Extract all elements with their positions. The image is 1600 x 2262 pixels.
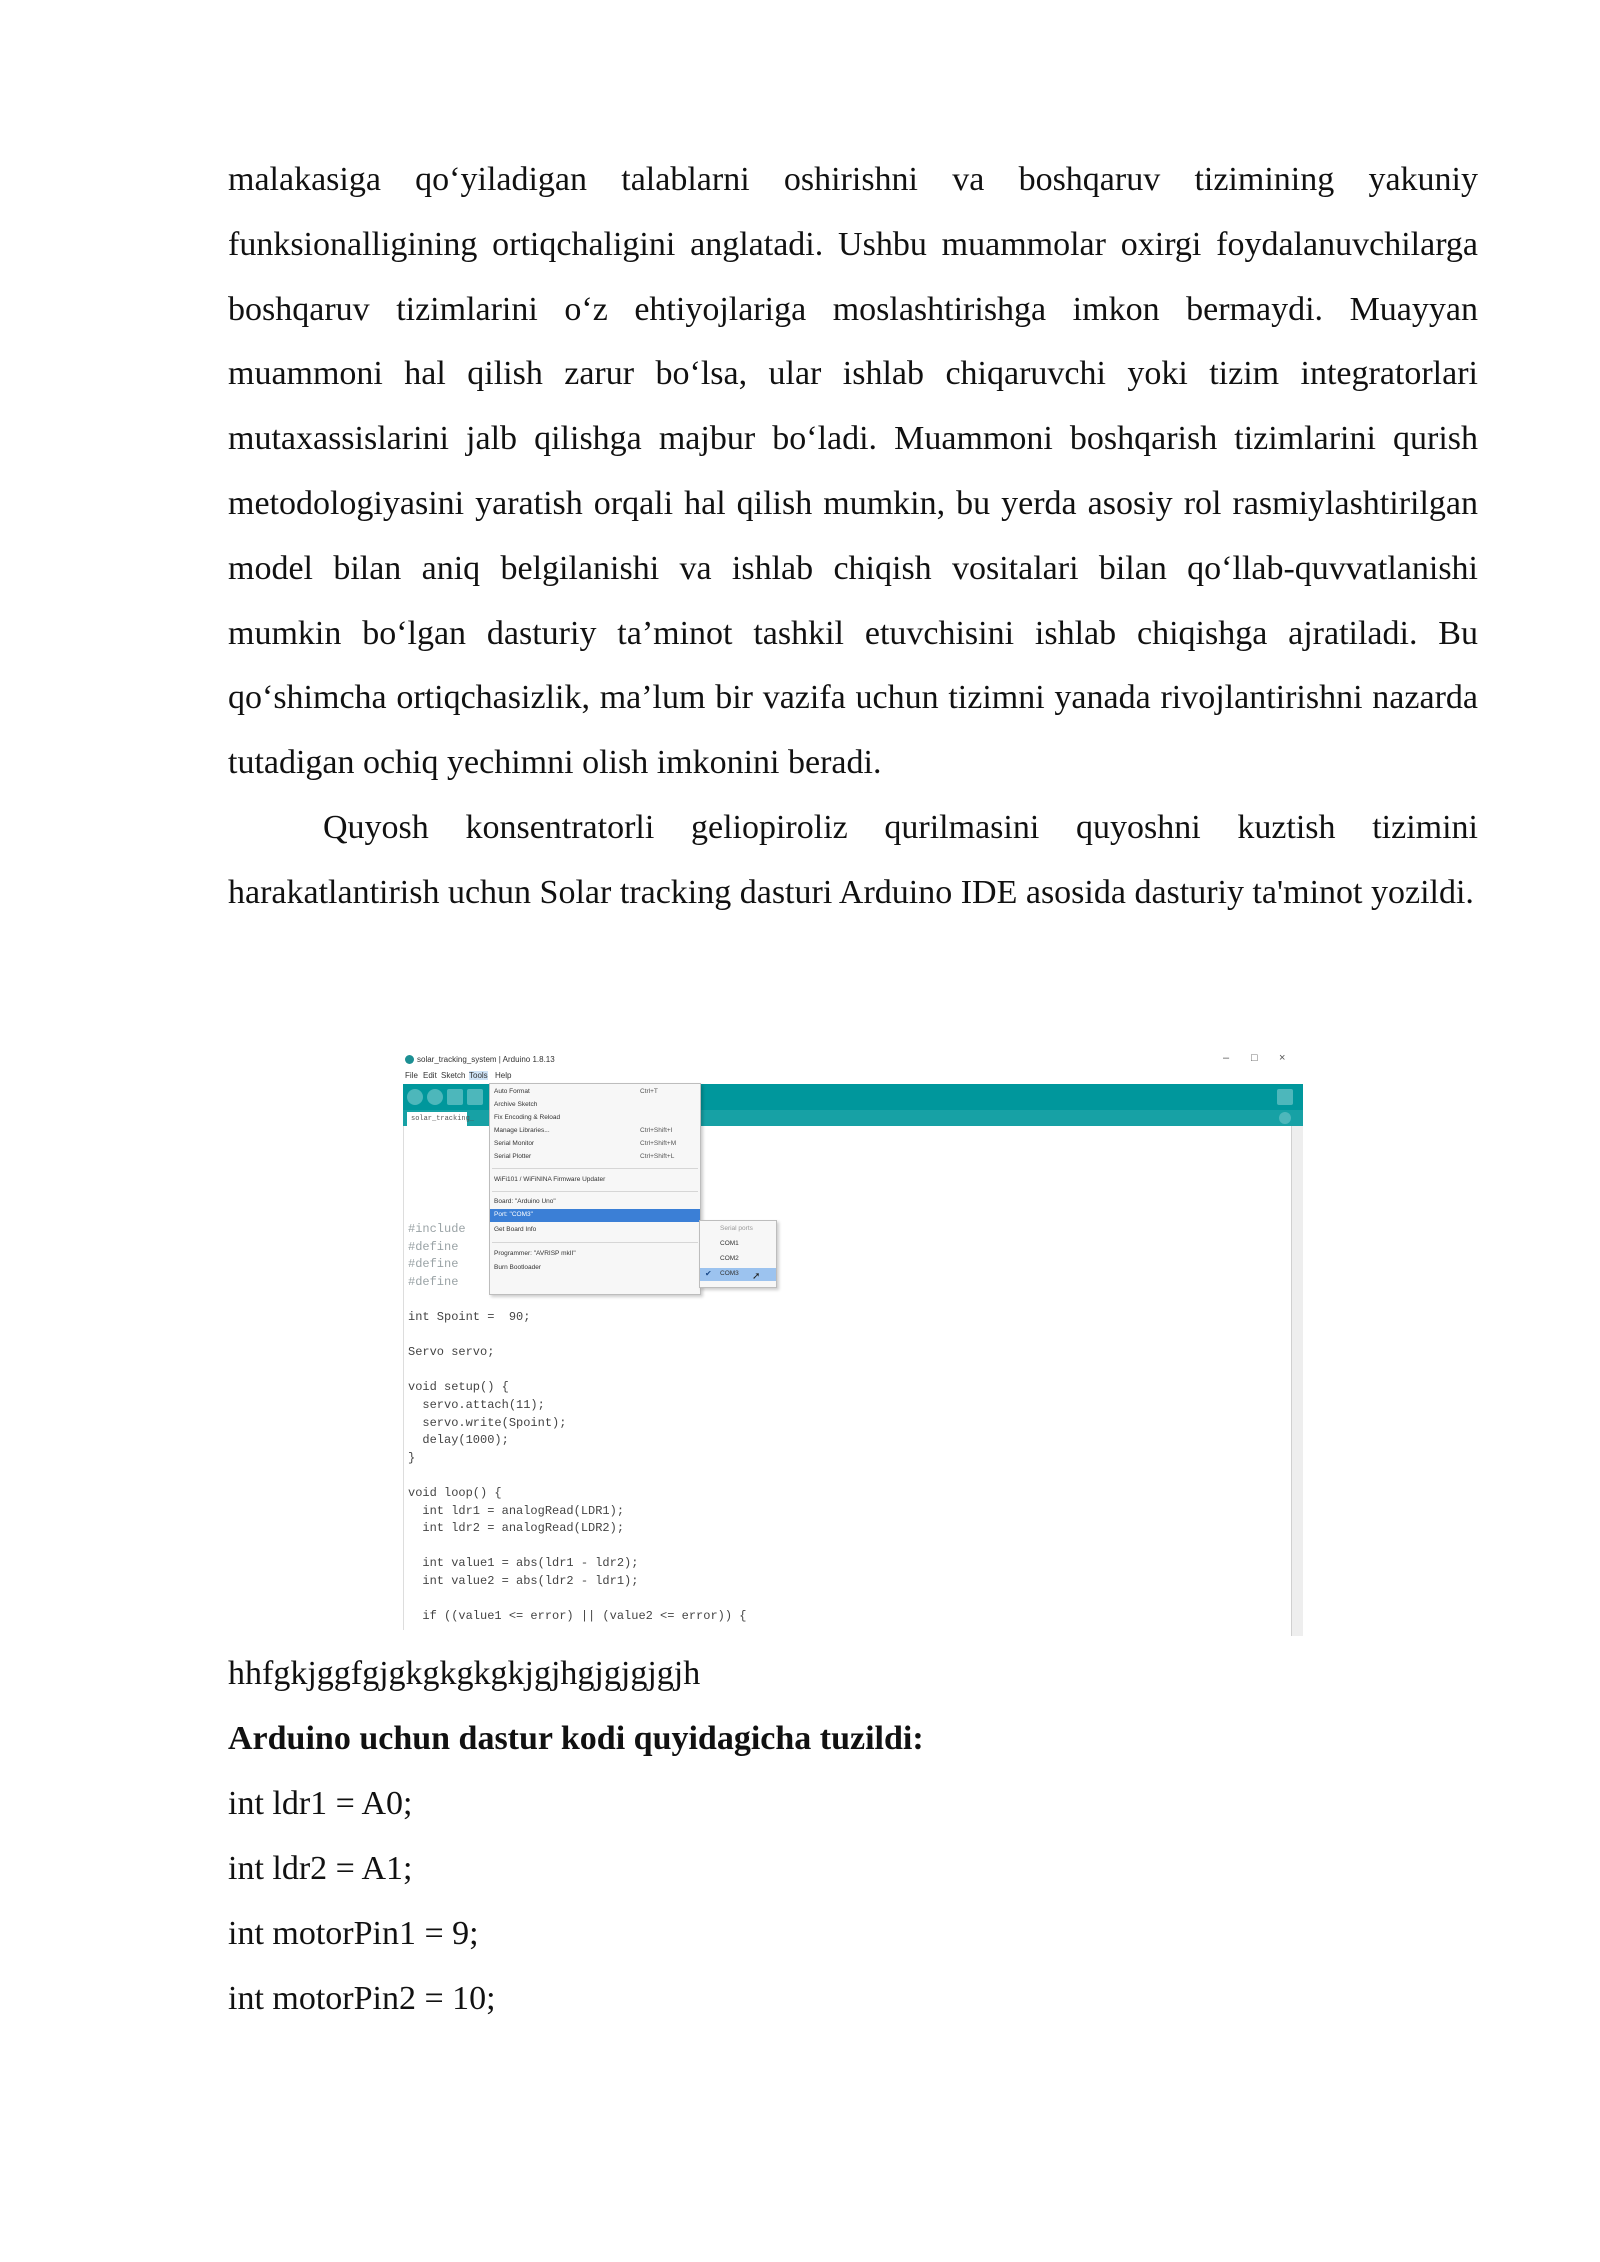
editor-code-line: #define xyxy=(408,1257,459,1272)
menu-item-serial-monitor[interactable]: Serial Monitor Ctrl+Shift+M xyxy=(494,1140,677,1147)
editor-code-line: #define xyxy=(408,1274,459,1289)
verify-icon[interactable] xyxy=(407,1089,423,1105)
new-sketch-icon[interactable] xyxy=(447,1089,463,1105)
editor-code-line: servo.attach(11); xyxy=(408,1398,545,1412)
code-line: int ldr2 = A1; xyxy=(228,1850,413,1887)
stray-text-line: hhfgkjggfgjgkgkgkgkjgjhgjgjgjgjh xyxy=(228,1655,701,1692)
code-line: int ldr1 = A0; xyxy=(228,1785,413,1822)
menu-item-fix-encoding[interactable]: Fix Encoding & Reload xyxy=(494,1114,561,1121)
arduino-ide-screenshot xyxy=(403,1050,1303,1636)
menu-file[interactable]: File xyxy=(405,1071,418,1080)
arduino-app-icon xyxy=(405,1055,414,1064)
menu-item-archive-sketch[interactable]: Archive Sketch xyxy=(494,1101,538,1108)
tools-menu xyxy=(489,1083,701,1295)
menu-separator xyxy=(492,1168,698,1169)
window-titlebar xyxy=(403,1050,1303,1068)
menu-separator xyxy=(492,1191,698,1192)
menu-item-manage-libraries[interactable]: Manage Libraries... Ctrl+Shift+I xyxy=(494,1127,673,1134)
editor-code-line: #include xyxy=(408,1222,466,1236)
editor-code-line: delay(1000); xyxy=(408,1433,509,1448)
checkmark-icon: ✔ xyxy=(705,1269,712,1278)
editor-code-line: int Spoint = 90; xyxy=(408,1310,531,1324)
maximize-icon[interactable]: □ xyxy=(1251,1052,1258,1064)
editor-code-line: Servo servo; xyxy=(408,1345,495,1360)
editor-code-line: #define xyxy=(408,1239,459,1254)
section-heading: Arduino uchun dastur kodi quyidagicha tuzildi: xyxy=(228,1720,924,1757)
menu-item-firmware-updater[interactable]: WiFi101 / WiFiNINA Firmware Updater xyxy=(494,1176,606,1183)
menu-item-burn-bootloader[interactable]: Burn Bootloader xyxy=(494,1264,541,1271)
tab-sketch[interactable]: solar_tracking_ xyxy=(407,1112,467,1126)
editor-code-line: } xyxy=(408,1450,416,1465)
menubar xyxy=(403,1068,1303,1082)
menu-tools[interactable]: Tools xyxy=(469,1071,488,1080)
window-title: solar_tracking_system | Arduino 1.8.13 xyxy=(417,1055,555,1064)
editor-code-line: int ldr1 = analogRead(LDR1); xyxy=(408,1503,625,1518)
menu-sketch[interactable]: Sketch xyxy=(441,1071,466,1080)
menu-item-serial-plotter[interactable]: Serial Plotter Ctrl+Shift+L xyxy=(494,1153,675,1160)
tab-menu-icon[interactable] xyxy=(1279,1112,1291,1124)
close-icon[interactable]: × xyxy=(1279,1052,1286,1064)
menu-item-auto-format[interactable]: Auto Format Ctrl+T xyxy=(494,1088,658,1095)
menu-item-get-board-info[interactable]: Get Board Info xyxy=(494,1226,537,1233)
menu-item-programmer[interactable]: Programmer: "AVRISP mkII" xyxy=(494,1250,576,1257)
port-option-com2[interactable]: COM2 xyxy=(720,1255,739,1262)
open-sketch-icon[interactable] xyxy=(467,1089,483,1105)
paragraph: Quyosh konsentratorli geliopiroliz qurilmasini quyoshni kuztish tizimini harakatlantirish uchun Solar tracking dasturi Arduino IDE asosida dasturiy ta'minot yozildi. xyxy=(228,808,1478,911)
minimize-icon[interactable]: – xyxy=(1223,1052,1230,1064)
port-submenu xyxy=(699,1220,777,1288)
editor-code-line: int value2 = abs(ldr2 - ldr1); xyxy=(408,1574,639,1588)
serial-monitor-icon[interactable] xyxy=(1277,1089,1293,1105)
paragraph: malakasiga qo‘yiladigan talablarni oshirishni va boshqaruv tizimining yakuniy funksionalligining ortiqchaligini anglatadi. Ushbu muammolar oxirgi foydalanuvchilarga boshqaruv tizimlarini o‘z ehtiyojlariga moslashtirishga imkon bermaydi. Muayyan muammoni hal qilish zarur bo‘lsa, ular ishlab chiqaruvchi yoki tizim integratorlari mutaxassislarini jalb qilishga majbur bo‘ladi. Muammoni boshqarish tizimlarini qurish metodologiyasini yaratish orqali hal qilish mumkin, bu yerda asosiy rol rasmiylashtirilgan model bilan aniq belgilanishi va ishlab chiqish vositalari bilan qo‘llab-quvvatlanishi mumkin bo‘lgan dasturiy ta’minot tashkil etuvchisini ishlab chiqishga ajratiladi. Bu qo‘shimcha ortiqchasizlik, ma’lum bir vazifa uchun tizimni yanada rivojlantirishni nazarda tutadigan ochiq yechimni olish imkonini beradi. xyxy=(228,161,1478,782)
mouse-pointer-icon: ➚ xyxy=(752,1271,761,1282)
upload-icon[interactable] xyxy=(427,1089,443,1105)
port-option-com3[interactable]: ✔ COM3 xyxy=(700,1268,776,1281)
editor-code-line: int ldr2 = analogRead(LDR2); xyxy=(408,1521,625,1536)
port-option-com1[interactable]: COM1 xyxy=(720,1240,739,1247)
menu-help[interactable]: Help xyxy=(495,1071,512,1080)
editor-code-line: void loop() { xyxy=(408,1486,502,1500)
submenu-header: Serial ports xyxy=(720,1225,753,1232)
code-line: int motorPin2 = 10; xyxy=(228,1980,496,2017)
code-line: int motorPin1 = 9; xyxy=(228,1915,479,1952)
editor-code-line: if ((value1 <= error) || (value2 <= error)) { xyxy=(408,1609,747,1624)
body-text xyxy=(228,148,1478,926)
editor-scrollbar[interactable] xyxy=(1291,1126,1303,1636)
editor-code-line: void setup() { xyxy=(408,1380,509,1395)
menu-separator xyxy=(492,1242,698,1243)
editor-code-line: int value1 = abs(ldr1 - ldr2); xyxy=(408,1556,639,1571)
menu-edit[interactable]: Edit xyxy=(423,1071,437,1080)
editor-code-line: servo.write(Spoint); xyxy=(408,1415,567,1430)
menu-item-board[interactable]: Board: "Arduino Uno" xyxy=(494,1198,556,1205)
menu-item-port[interactable]: Port: "COM3" xyxy=(490,1209,700,1222)
